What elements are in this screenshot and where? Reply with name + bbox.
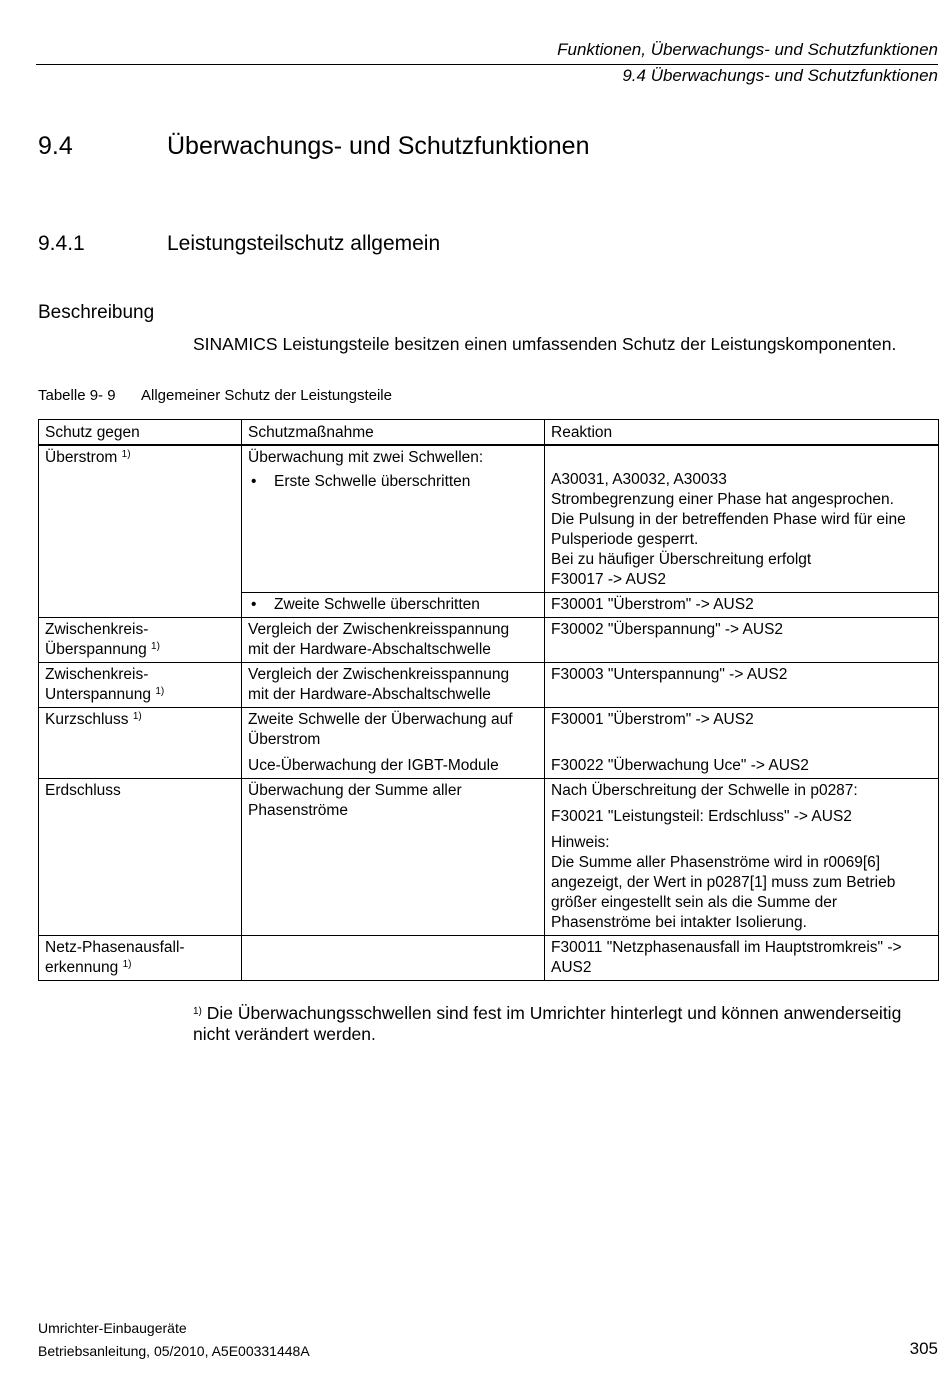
- column-header-protection: Schutz gegen: [39, 420, 242, 446]
- section-title: Überwachungs- und Schutzfunktionen: [167, 132, 590, 160]
- measure-line: Überwachung der Summe aller: [248, 782, 462, 799]
- protection-cell: [39, 618, 242, 663]
- measure-intro: Überwachung mit zwei Schwellen:: [248, 449, 484, 466]
- protection-cell: [39, 445, 242, 618]
- measure-cell: [242, 593, 545, 618]
- column-header-reaction: Reaktion: [545, 420, 939, 446]
- protection-label: Überstrom: [45, 449, 118, 466]
- measure-bullet: • Zweite Schwelle überschritten: [248, 595, 538, 615]
- table-row: [39, 663, 939, 708]
- description-text: SINAMICS Leistungsteile besitzen einen umfassenden Schutz der Leistungskomponenten.: [193, 334, 897, 354]
- reaction-line: Pulsperiode gesperrt.: [551, 531, 699, 548]
- reaction-line: F30021 "Leistungsteil: Erdschluss" -> AUS2: [551, 808, 852, 825]
- measure-cell: [242, 663, 545, 708]
- protection-label: Kurzschluss: [45, 711, 129, 728]
- measure-bullet: • Erste Schwelle überschritten: [248, 472, 538, 492]
- reaction-cell: F30001 "Überstrom" -> AUS2: [545, 593, 939, 618]
- table-row: [39, 708, 939, 779]
- table-footnote: [193, 1003, 938, 1045]
- note-line: Die Summe aller Phasenströme wird in r0069[6]: [551, 854, 881, 871]
- reaction-line: A30031, A30032, A30033: [551, 471, 727, 488]
- reaction-cell: [545, 779, 939, 936]
- table-caption-number: Tabelle 9- 9: [38, 387, 116, 404]
- reaction-line: Die Pulsung in der betreffenden Phase wird für eine: [551, 511, 906, 528]
- note-line: angezeigt, der Wert in p0287[1] muss zum Betrieb: [551, 874, 896, 891]
- reaction-cell: [545, 936, 939, 981]
- description-heading: Beschreibung: [38, 302, 155, 323]
- reaction-line: Nach Überschreitung der Schwelle in p0287:: [551, 782, 858, 799]
- subsection-number: 9.4.1: [38, 232, 85, 255]
- footnote-mark: 1): [193, 1006, 202, 1017]
- running-header-chapter: Funktionen, Überwachungs- und Schutzfunktionen: [557, 40, 938, 59]
- page-number: 305: [909, 1339, 938, 1358]
- protection-label: Zwischenkreis-: [45, 666, 149, 683]
- footer-product: Umrichter-Einbaugeräte: [38, 1320, 187, 1336]
- measure-cell: [242, 445, 545, 593]
- note-line: Hinweis:: [551, 834, 610, 851]
- reaction-line: Strombegrenzung einer Phase hat angesprochen.: [551, 491, 894, 508]
- protection-cell: [39, 708, 242, 779]
- header-rule: [36, 64, 938, 65]
- note-line: größer eingestellt sein als die Summe der: [551, 894, 838, 911]
- protection-table: [38, 419, 939, 981]
- protection-cell: Erdschluss: [39, 779, 242, 936]
- reaction-cell: [545, 708, 939, 779]
- footnote-mark: 1): [132, 711, 142, 722]
- table-row: [39, 445, 939, 593]
- footnote-mark: 1): [155, 686, 165, 697]
- reaction-line: F30022 "Überwachung Uce" -> AUS2: [551, 757, 809, 774]
- footnote-mark: 1): [121, 449, 131, 460]
- footnote-mark: 1): [151, 641, 160, 652]
- measure-cell: [242, 708, 545, 779]
- measure-line: mit der Hardware-Abschaltschwelle: [248, 686, 491, 703]
- reaction-line: F30011 "Netzphasenausfall im Hauptstromkreis" ->: [551, 939, 902, 956]
- measure-line: Uce-Überwachung der IGBT-Module: [248, 757, 499, 774]
- reaction-line: F30001 "Überstrom" -> AUS2: [551, 711, 754, 728]
- measure-line: Vergleich der Zwischenkreisspannung: [248, 666, 510, 683]
- measure-line: Überstrom: [248, 731, 321, 748]
- reaction-cell: F30002 "Überspannung" -> AUS2: [545, 618, 939, 663]
- reaction-cell: F30003 "Unterspannung" -> AUS2: [545, 663, 939, 708]
- footnote-mark: 1): [122, 959, 132, 970]
- subsection-title: Leistungsteilschutz allgemein: [167, 232, 441, 255]
- note-line: Phasenströme bei intakter Isolierung.: [551, 914, 807, 931]
- footnote-text: Die Überwachungsschwellen sind fest im Umrichter hinterlegt und können anwenderseitig nicht verändert werden.: [193, 1003, 902, 1044]
- protection-cell: [39, 663, 242, 708]
- table-row: [39, 936, 939, 981]
- protection-label: Überspannung: [45, 641, 147, 658]
- measure-line: Vergleich der Zwischenkreisspannung: [248, 621, 510, 638]
- section-number: 9.4: [38, 132, 73, 160]
- measure-cell-empty: [242, 936, 545, 981]
- protection-label: Netz-Phasenausfall-: [45, 939, 185, 956]
- measure-line: Phasenströme: [248, 802, 348, 819]
- table-row: [39, 618, 939, 663]
- protection-cell: [39, 936, 242, 981]
- reaction-line: Bei zu häufiger Überschreitung erfolgt: [551, 551, 812, 568]
- footer-document-info: Betriebsanleitung, 05/2010, A5E00331448A: [38, 1343, 310, 1359]
- table-row: [39, 779, 939, 936]
- column-header-measure: Schutzmaßnahme: [242, 420, 545, 446]
- protection-label: Zwischenkreis-: [45, 621, 149, 638]
- measure-cell: [242, 779, 545, 936]
- running-header-section: 9.4 Überwachungs- und Schutzfunktionen: [622, 66, 938, 85]
- measure-cell: [242, 618, 545, 663]
- reaction-cell: [545, 445, 939, 593]
- reaction-line: AUS2: [551, 959, 592, 976]
- table-caption-title: Allgemeiner Schutz der Leistungsteile: [141, 387, 392, 404]
- protection-label: erkennung: [45, 959, 119, 976]
- reaction-line: F30017 -> AUS2: [551, 571, 667, 588]
- protection-label: Unterspannung: [45, 686, 151, 703]
- table-header-row: [39, 420, 939, 446]
- measure-line: mit der Hardware-Abschaltschwelle: [248, 641, 491, 658]
- measure-line: Zweite Schwelle der Überwachung auf: [248, 711, 513, 728]
